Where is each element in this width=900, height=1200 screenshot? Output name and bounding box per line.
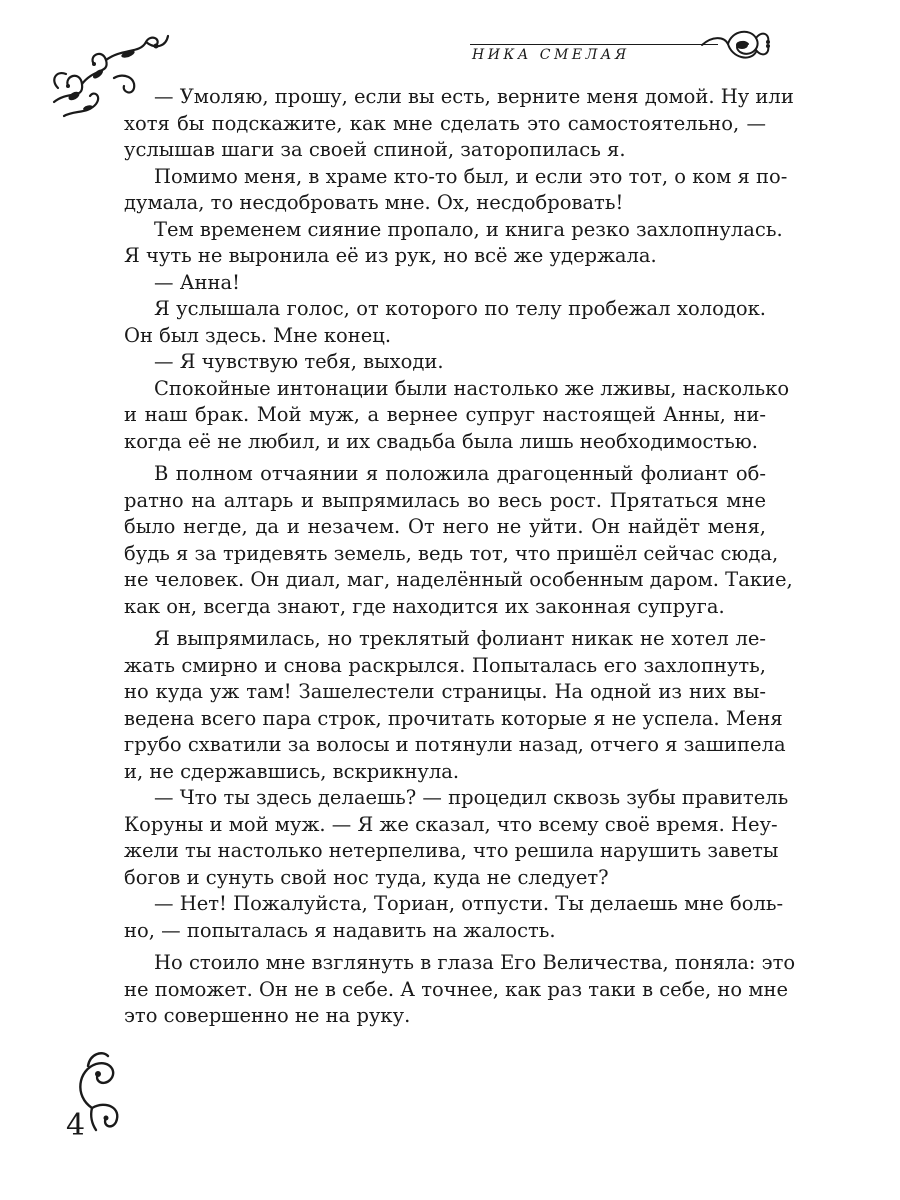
page-number: 4: [66, 1108, 86, 1143]
text-line: Тем временем сияние пропало, и книга резко захлопнулась.: [154, 217, 783, 241]
text-line: но, — попыталась я надавить на жалость.: [124, 918, 556, 942]
text-line: думала, то несдобровать мне. Ох, несдобровать!: [124, 191, 624, 214]
text-line: ведена всего пара строк, прочитать которые я не успела. Меня: [124, 706, 783, 730]
text-line: Я услышала голос, от которого по телу пробежал холодок.: [154, 297, 766, 320]
text-line: но куда уж там! Зашелестели страницы. На одной из них вы-: [124, 680, 766, 703]
text-line: жели ты настолько нетерпелива, что решила нарушить заветы: [124, 839, 779, 862]
body-text: [124, 84, 796, 1030]
text-line: когда её не любил, и их свадьба была лишь необходимостью.: [124, 429, 758, 453]
text-line: Я выпрямилась, но треклятый фолиант никак не хотел ле-: [154, 627, 766, 650]
text-line: грубо схватили за волосы и потянули назад, отчего я зашипела: [124, 733, 786, 756]
text-line: — Анна!: [154, 270, 240, 294]
text-line: жать смирно и снова раскрылся. Попыталась его захлопнуть,: [124, 653, 766, 677]
text-line: В полном отчаянии я положила драгоценный фолиант об-: [154, 462, 766, 485]
text-line: ратно на алтарь и выпрямилась во весь рост. Прятаться мне: [124, 488, 766, 512]
text-line: Но стоило мне взглянуть в глаза Его Величества, поняла: это: [154, 951, 796, 974]
text-line: — Я чувствую тебя, выходи.: [154, 350, 444, 373]
text-line: услышав шаги за своей спиной, заторопилась я.: [124, 138, 626, 161]
text-line: Помимо меня, в храме кто-то был, и если это тот, о ком я по-: [154, 164, 788, 188]
text-line: — Умоляю, прошу, если вы есть, верните меня домой. Ну или: [154, 85, 794, 108]
text-line: — Нет! Пожалуйста, Ториан, отпусти. Ты делаешь мне боль-: [154, 892, 784, 915]
text-line: Я чуть не выронила её из рук, но всё же удержала.: [124, 244, 657, 267]
text-line: это совершенно не на руку.: [124, 1004, 411, 1027]
text-line: не поможет. Он не в себе. А точнее, как раз таки в себе, но мне: [124, 977, 789, 1001]
running-header-author: НИКА СМЕЛАЯ: [472, 47, 630, 63]
text-line: — Что ты здесь делаешь? — процедил сквозь зубы правитель: [154, 786, 789, 809]
text-line: и наш брак. Мой муж, а вернее супруг настоящей Анны, ни-: [124, 403, 766, 426]
text-line: было негде, да и незачем. От него не уйти. Он найдёт меня,: [124, 515, 766, 538]
text-line: и, не сдержавшись, вскрикнула.: [124, 759, 460, 783]
text-line: Коруны и мой муж. — Я же сказал, что всему своё время. Неу-: [124, 812, 778, 836]
text-line: Он был здесь. Мне конец.: [124, 323, 392, 347]
text-line: будь я за тридевять земель, ведь тот, что пришёл сейчас сюда,: [124, 541, 779, 565]
header-flourish-ornament: [698, 18, 772, 70]
header-rule: [470, 44, 718, 45]
text-line: Спокойные интонации были настолько же лживы, насколько: [154, 376, 790, 400]
text-line: хотя бы подскажите, как мне сделать это самостоятельно, —: [124, 111, 766, 135]
text-line: не человек. Он диал, маг, наделённый особенным даром. Такие,: [124, 568, 793, 591]
text-line: как он, всегда знают, где находится их законная супруга.: [124, 594, 725, 618]
text-line: богов и сунуть свой нос туда, куда не следует?: [124, 865, 609, 889]
